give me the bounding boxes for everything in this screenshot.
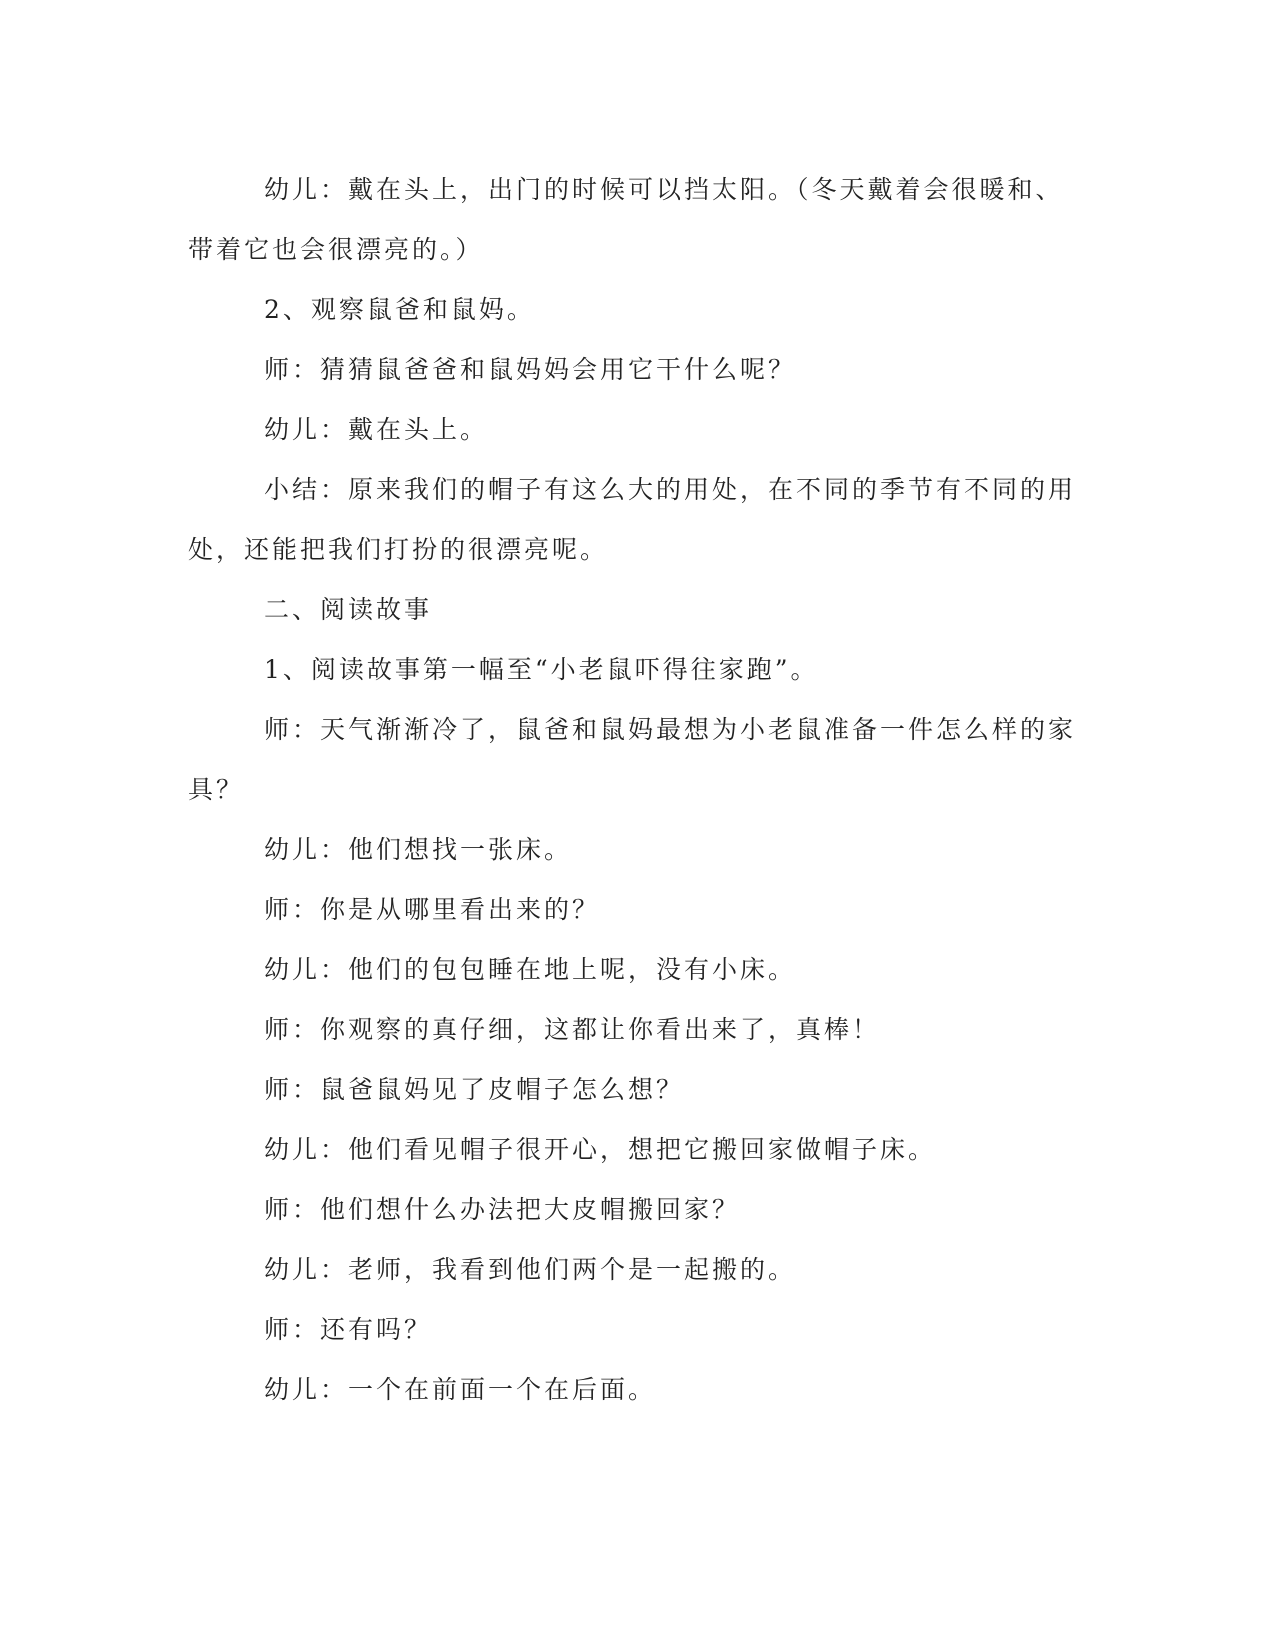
paragraph: 幼儿：戴在头上，出门的时候可以挡太阳。（冬天戴着会很暖和、带着它也会很漂亮的。）	[188, 175, 1064, 264]
paragraph: 1、阅读故事第一幅至“小老鼠吓得往家跑”。	[264, 655, 819, 684]
paragraph: 幼儿：老师，我看到他们两个是一起搬的。	[264, 1255, 797, 1284]
paragraph: 幼儿：他们想找一张床。	[264, 835, 573, 864]
paragraph: 2、观察鼠爸和鼠妈。	[264, 295, 535, 324]
paragraph: 师：他们想什么办法把大皮帽搬回家？	[264, 1195, 741, 1224]
paragraph: 小结：原来我们的帽子有这么大的用处，在不同的季节有不同的用处，还能把我们打扮的很漂亮呢。	[188, 475, 1077, 564]
paragraph: 幼儿：他们的包包睡在地上呢，没有小床。	[264, 955, 797, 984]
paragraph: 师：猜猜鼠爸爸和鼠妈妈会用它干什么呢？	[264, 355, 797, 384]
paragraph: 师：还有吗？	[264, 1315, 433, 1344]
paragraph: 师：你是从哪里看出来的？	[264, 895, 601, 924]
section-heading: 二、阅读故事	[264, 595, 433, 624]
paragraph: 幼儿：戴在头上。	[264, 415, 489, 444]
paragraph: 幼儿：一个在前面一个在后面。	[264, 1375, 657, 1404]
paragraph: 师：鼠爸鼠妈见了皮帽子怎么想？	[264, 1075, 685, 1104]
paragraph: 师：你观察的真仔细，这都让你看出来了，真棒！	[264, 1015, 881, 1044]
paragraph: 师：天气渐渐冷了，鼠爸和鼠妈最想为小老鼠准备一件怎么样的家具？	[188, 715, 1077, 804]
paragraph: 幼儿：他们看见帽子很开心，想把它搬回家做帽子床。	[264, 1135, 937, 1164]
document-body	[188, 160, 1078, 1420]
